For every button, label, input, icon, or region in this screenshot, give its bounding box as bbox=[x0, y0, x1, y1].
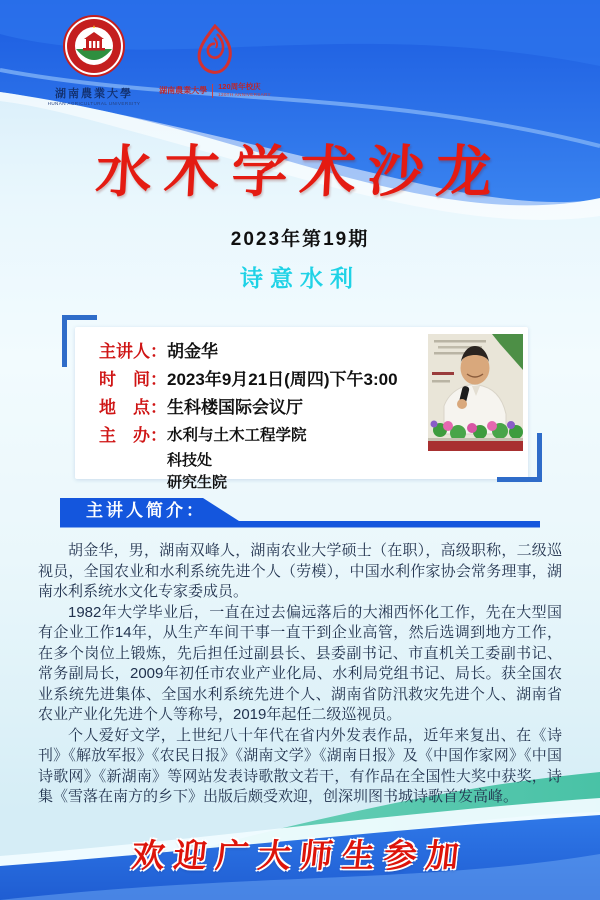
bio-paragraph-2: 1982年大学毕业后，一直在过去偏远落后的大湘西怀化工作，先在大型国有企业工作14年，从生产车间干事一直干到企业高管，然后选调到地方工作，在多个岗位上锻炼，先后担任过副县长、县委副书记、市直机关工委副书记、常务副局长，2009年初任市农业产业化局、水利局党组书记、局长。获全国农业系统先进集体、全国水利系统先进个人、湖南省防汛救灾先进个人、湖南省农业产业化先进个人等称号，2019年起任二级巡视员。 bbox=[38, 603, 562, 723]
time-row bbox=[99, 366, 398, 394]
event-info-card bbox=[75, 327, 528, 491]
bio-paragraph-1: 胡金华，男，湖南双峰人，湖南农业大学硕士（在职），高级职称，二级巡视员，全国农业和水利系统先进个人（劳模），中国水利作家协会常务理事，湖南水利系统水文化专家委成员。 bbox=[38, 542, 562, 600]
time-value: 2023年9月21日(周四)下午3:00 bbox=[167, 370, 398, 389]
speaker-name: 胡金华 bbox=[167, 342, 218, 361]
organizer-label: 主 办： bbox=[99, 426, 167, 445]
location-value: 生科楼国际会议厅 bbox=[167, 398, 303, 417]
organizer-value-2: 科技处 bbox=[167, 452, 213, 469]
time-label: 时 间： bbox=[99, 370, 167, 389]
anniversary-flame-icon bbox=[194, 24, 236, 74]
event-rows bbox=[99, 338, 398, 494]
bio-section-banner bbox=[60, 497, 540, 528]
location-label: 地 点： bbox=[99, 398, 167, 417]
location-row bbox=[99, 394, 398, 422]
seal-caption: 湖南農業大學 bbox=[55, 87, 133, 100]
university-seal-icon bbox=[62, 14, 126, 78]
anniversary-logo bbox=[150, 24, 280, 98]
lecture-topic: 诗意水利 bbox=[240, 265, 360, 291]
anniversary-divider bbox=[212, 84, 213, 98]
card-bracket-top-left bbox=[62, 315, 97, 367]
speaker-biography bbox=[38, 541, 562, 808]
speaker-row bbox=[99, 338, 398, 366]
university-seal bbox=[34, 14, 154, 106]
bio-paragraph-3: 个人爱好文学，上世纪八十年代在省内外发表作品，近年来复出、在《诗刊》《解放军报》《农民日报》《湖南文学》《湖南日报》及《中国作家网》《中国诗歌网》《新湖南》等网站发表诗歌散文若干，有作品在全国性大奖中获奖，诗集《雪落在南方的乡下》出版后颇受欢迎，创深圳图书城诗歌首发高峰。 bbox=[38, 726, 562, 805]
issue-number: 2023年第19期 bbox=[230, 229, 370, 250]
poster-title: 水木学术沙龙 bbox=[94, 139, 506, 205]
organizer-value-1: 水利与土木工程学院 bbox=[167, 427, 307, 444]
organizer-value-3: 研究生院 bbox=[167, 474, 228, 491]
bio-heading: 主讲人简介： bbox=[86, 501, 206, 520]
card-bracket-bottom-right bbox=[497, 433, 542, 482]
anniversary-label: 120周年校庆 bbox=[218, 82, 261, 91]
seal-subcaption: HUNAN AGRICULTURAL UNIVERSITY bbox=[47, 101, 141, 106]
speaker-label: 主讲人： bbox=[99, 342, 167, 361]
anniversary-subcaption: 120TH ANNIVERSARY bbox=[218, 92, 271, 97]
anniversary-caption: 湖南農業大學 bbox=[159, 85, 208, 95]
welcome-message: 欢迎广大师生参加 bbox=[129, 836, 470, 875]
organizer-row bbox=[99, 422, 398, 494]
